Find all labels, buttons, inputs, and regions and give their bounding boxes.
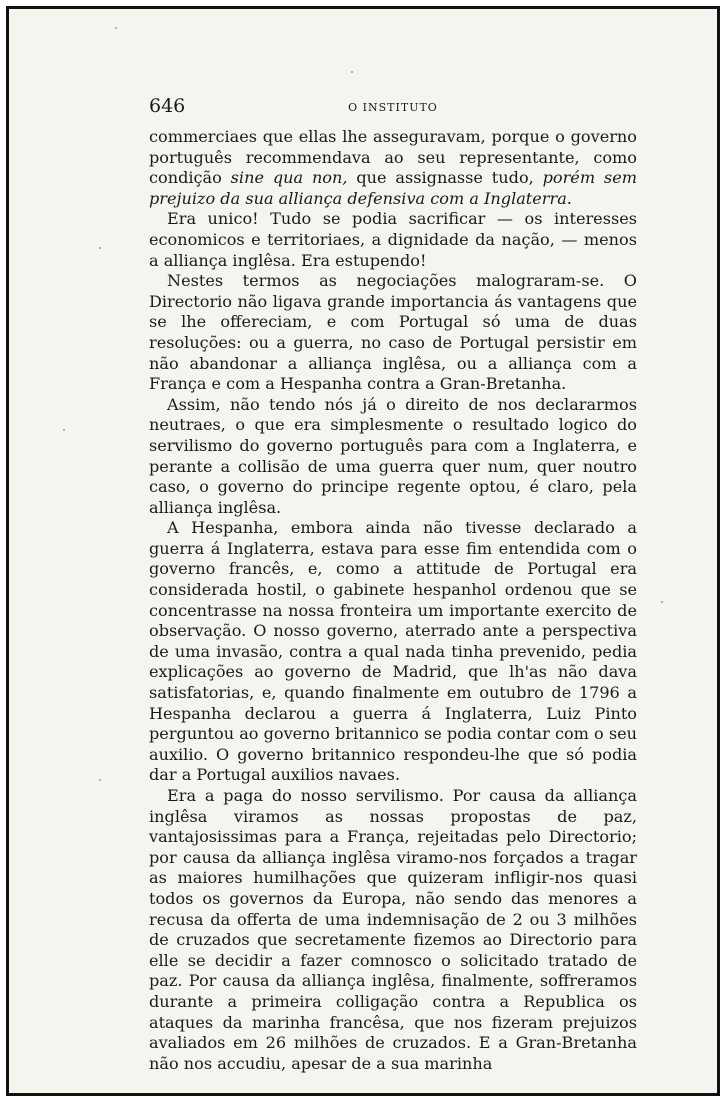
paper-speck [115,27,117,29]
paragraph [149,786,637,1074]
paragraph [149,518,637,786]
italic-text: porém sem prejuizo da sua alliança defensiva com a Inglaterra. [149,168,637,208]
paper-speck [351,71,353,73]
text-run: Era a paga do nosso servilismo. Por causa da alliança inglêsa viramos as nossas propostas de paz, vantajosissimas para a França, rejeitadas pelo Directorio; por causa da alliança inglêsa viramo-nos forçados a tragar as maiores humilhações que quizeram infligir-nos quasi todos os governos da Europa, não sendo das menores a recusa da offerta de uma indemnisação de 2 ou 3 milhões de cruzados que secretamente fizemos ao Directorio para elle se decidir a fazer comnosco o solicitado tratado de paz. Por causa da alliança inglêsa, finalmente, soffreramos durante a primeira colligação contra a Republica os ataques da marinha francêsa, que nos fizeram prejuizos avaliados em 26 milhões de cruzados. E a Gran-Bretanha não nos accudiu, apesar de a sua marinha [149,786,637,1073]
paragraph [149,209,637,271]
page-number: 646 [149,95,186,117]
paragraph [149,127,637,209]
running-title: O INSTITUTO [348,101,438,114]
text-run: que assignasse tudo, [347,168,543,188]
text-run: Era unico! Tudo se podia sacrificar — os interesses economicos e territoriaes, a dignidade da nação, — menos a alliança inglêsa. Era estupendo! [149,209,637,270]
text-run: A Hespanha, embora ainda não tivesse declarado a guerra á Inglaterra, estava para esse fim entendida com o governo francês, e, como a attitude de Portugal era considerada hostil, o gabinete hespanhol ordenou que se concentrasse na nossa fronteira um importante exercito de observação. O nosso governo, aterrado ante a perspectiva de uma invasão, contra a qual nada tinha prevenido, pedia explicações ao governo de Madrid, que lh'as não dava satisfatorias, e, quando finalmente em outubro de 1796 a Hespanha declarou a guerra á Inglaterra, Luiz Pinto perguntou ao governo britannico se podia contar com o seu auxilio. O governo britannico respondeu-lhe que só podia dar a Portugal auxilios navaes. [149,518,637,785]
paper-speck [63,429,65,431]
text-run: commerciaes que ellas lhe asseguravam, porque o governo português recommendava ao seu representante, como condição [149,127,637,188]
page-frame [6,6,720,1096]
body-text [149,127,637,1074]
paragraph [149,271,637,395]
paper-speck [99,779,101,781]
paper-speck [661,601,663,603]
text-run: Nestes termos as negociações malograram-se. O Directorio não ligava grande importancia ás vantagens que se lhe offereciam, e com Portugal só uma de duas resoluções: ou a guerra, no caso de Portugal persistir em não abandonar a alliança inglêsa, ou a alliança com a França e com a Hespanha contra a Gran-Bretanha. [149,271,637,394]
page-header [149,95,637,121]
paper-speck [99,247,101,249]
book-page [149,95,637,1074]
paragraph [149,395,637,519]
italic-text: sine qua non, [230,168,348,188]
text-run: Assim, não tendo nós já o direito de nos declararmos neutraes, o que era simplesmente o resultado logico do servilismo do governo português para com a Inglaterra, e perante a collisão de uma guerra quer num, quer noutro caso, o governo do principe regente optou, é claro, pela alliança inglêsa. [149,394,637,517]
